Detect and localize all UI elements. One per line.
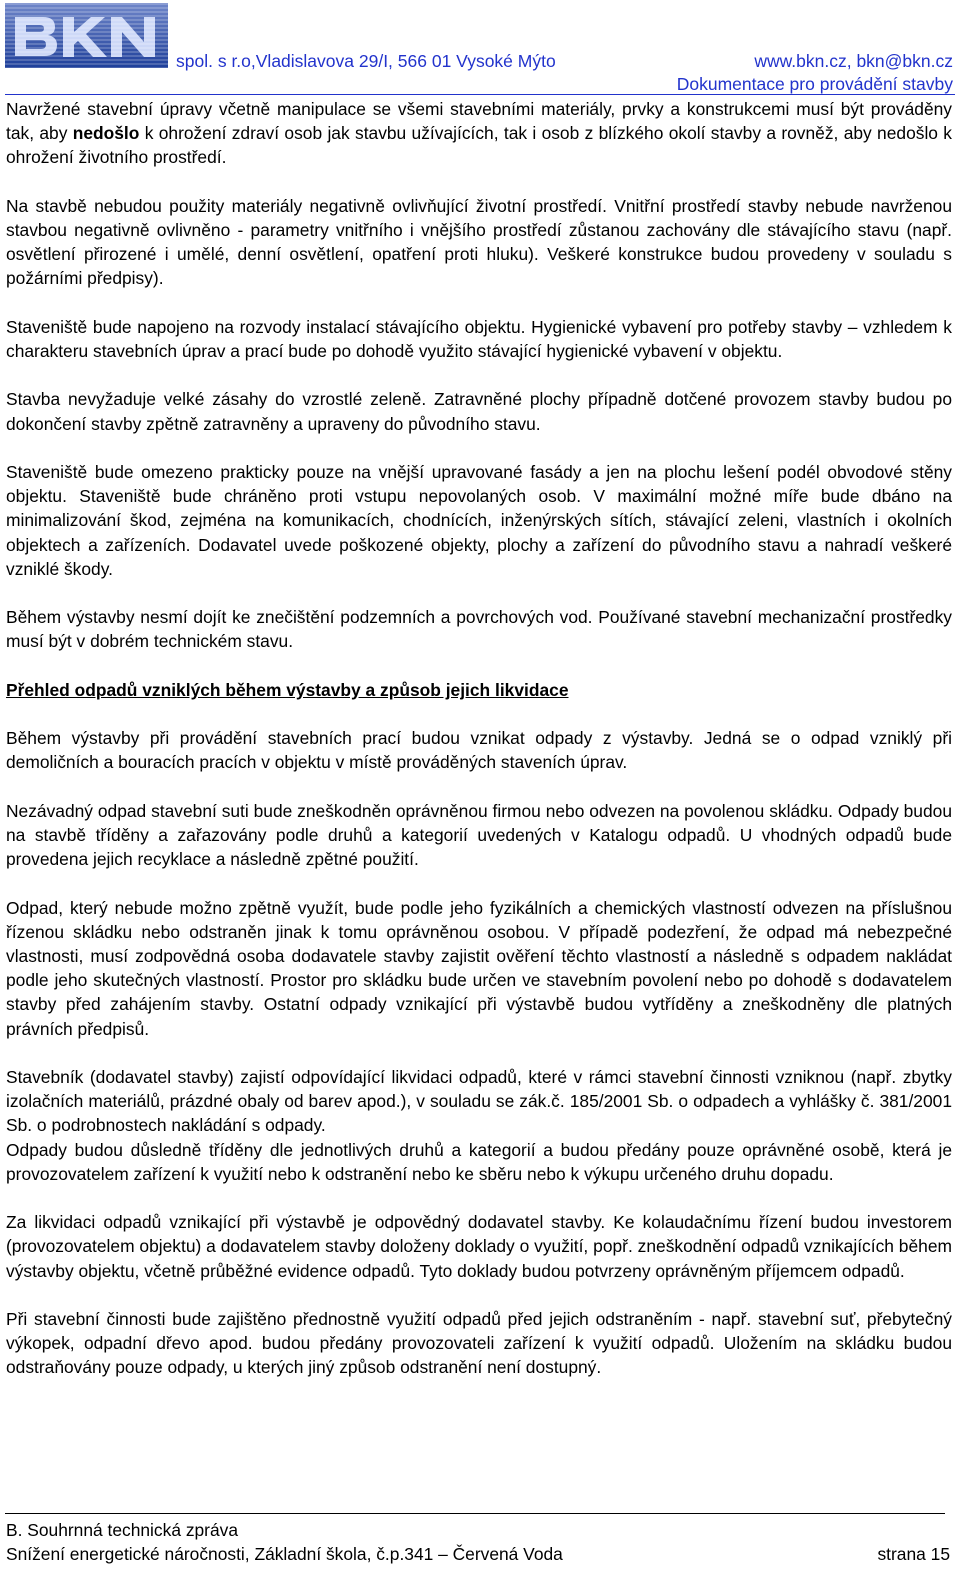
- paragraph-6: Během výstavby nesmí dojít ke znečištění podzemních a povrchových vod. Používané stavební mechanizační prostředky musí být v dobrém technickém stavu.: [6, 607, 952, 652]
- paragraph-1: [6, 97, 952, 170]
- footer-section-title: B. Souhrnná technická zpráva: [6, 1520, 239, 1540]
- paragraph-7: Během výstavby při provádění stavebních prací budou vznikat odpady z výstavby. Jedná se o odpad vzniklý při demoličních a bouracích pracích v objektu v místě prováděných staveních úprav.: [6, 728, 952, 773]
- page-number: strana 15: [877, 1544, 950, 1564]
- paragraph-1-text-a: Navržené stavební úpravy včetně manipulace se všemi stavebními materiály, prvky a konstrukcemi musí být prováděny tak, aby: [6, 99, 952, 144]
- document-body: [6, 97, 952, 1404]
- paragraph-1-bold: nedošlo: [72, 123, 140, 144]
- paragraph-10: [6, 1065, 952, 1138]
- paragraph-10-text-a: Stavebník (dodavatel stavby) zajistí odpovídající likvidaci odpadů, které v rámci stavební činnosti vzniknou (např. zbytky izolačních materiálů, prázdné obaly od barev apod.), v souladu se zák.č. 185/2001 Sb. o odpadech a vyhlášky č. 381/2001 Sb. o podrobnostech nakládání s odpady.: [6, 1066, 952, 1136]
- paragraph-12: Při stavební činnosti bude zajištěno přednostně využití odpadů před jejich odstraněním - např. stavební suť, přebytečný výkopek, odpadní dřevo apod. budou předány provozovateli zařízení k využití odpadů. Uložením na skládku budou odstraňovány pouze odpady, u kterých jiný způsob odstranění není dostupný.: [6, 1308, 952, 1378]
- paragraph-9: Odpad, který nebude možno zpětně využít, bude podle jeho fyzikálních a chemických vlastností odvezen na příslušnou řízenou skládku nebo odstraněn jinak k tomu oprávněnou osobou. V případě podezření, že odpad má nebezpečné vlastnosti, musí zodpovědná osoba dodavatele stavby zajistit ověření těchto vlastností a následně s odpadem nakládat podle jeho skutečných vlastností. Prostor pro skládku bude určen ve stavebním povolení nebo po dohodě s dodavatelem stavby před zahájením stavby. Ostatní odpady vznikající při výstavbě budou vytříděny a zneškodněny dle platných právních předpisů.: [6, 897, 952, 1039]
- paragraph-1-text-b: k ohrožení zdraví osob jak stavbu užívajících, tak i osob z blízkého okolí stavby a rovněž, aby nedošlo k ohrožení životního prostředí.: [6, 123, 952, 168]
- company-web-email: www.bkn.cz, bkn@bkn.cz: [754, 51, 953, 71]
- header-divider: [5, 94, 955, 95]
- paragraph-2: Na stavbě nebudou použity materiály negativně ovlivňující životní prostředí. Vnitřní prostředí stavby nebude navrženou stavbou negativně ovlivněno - parametry vnitřního i vnějšího prostředí zůstanou zachovány dle stávajícího stavu (např. osvětlení přirozené i umělé, denní osvětlení, opatření proti hluku). Veškeré konstrukce budou provedeny v souladu s požárními předpisy).: [6, 195, 952, 289]
- paragraph-10b: Odpady budou důsledně tříděny dle jednotlivých druhů a kategorií a budou předány pouze oprávněné osobě, která je provozovatelem zařízení k využití nebo k odstranění nebo ke sběru nebo k výkupu určeného druhu dopadu.: [6, 1139, 952, 1184]
- paragraph-4: Stavba nevyžaduje velké zásahy do vzrostlé zeleně. Zatravněné plochy případně dotčené provozem stavby budou po dokončení stavby zpětně zatravněny a upraveny do původního stavu.: [6, 389, 952, 434]
- bkn-logo: [5, 3, 168, 68]
- page-header: [0, 0, 960, 96]
- footer-project-name: Snížení energetické náročnosti, Základní škola, č.p.341 – Červená Voda: [6, 1544, 563, 1564]
- paragraph-3: Staveniště bude napojeno na rozvody instalací stávajícího objektu. Hygienické vybavení pro potřeby stavby – vzhledem k charakteru stavebních úprav a prací bude po dohodě využito stávající hygienické vybavení v objektu.: [6, 316, 952, 361]
- paragraph-11: Za likvidaci odpadů vznikající při výstavbě je odpovědný dodavatel stavby. Ke kolaudačnímu řízení budou investorem (provozovatelem objektu) a dodavatelem stavby doloženy doklady o využití, popř. zneškodnění odpadů vznikajících během výstavby objektu, včetně průběžné evidence odpadů. Tyto doklady budou potvrzeny oprávněným příjemcem odpadů.: [6, 1212, 952, 1281]
- section-heading: Přehled odpadů vzniklých během výstavby a způsob jejich likvidace: [6, 679, 569, 700]
- footer-divider: [5, 1513, 945, 1514]
- company-address: spol. s r.o,Vladislavova 29/I, 566 01 Vysoké Mýto: [176, 51, 556, 71]
- paragraph-5: Staveniště bude omezeno prakticky pouze na vnější upravované fasády a jen na plochu lešení podél obvodové stěny objektu. Staveniště bude chráněno proti vstupu nepovolaných osob. V maximální možné míře bude dbáno na minimalizování škod, zejména na komunikacích, chodnících, inženýrských sítích, stávající zeleni, vlastních i okolních objektech a zařízeních. Dodavatel uvede poškozené objekty, plochy a zařízení do původního stavu a nahradí veškeré vzniklé škody.: [6, 461, 952, 579]
- paragraph-8: Nezávadný odpad stavební suti bude zneškodněn oprávněnou firmou nebo odvezen na povolenou skládku. Odpady budou na stavbě tříděny a zařazovány podle druhů a kategorií uvedených v Katalogu odpadů. U vhodných odpadů bude provedena jejich recyklace a následně zpětné použití.: [6, 800, 952, 870]
- document-type: Dokumentace pro provádění stavby: [676, 74, 953, 94]
